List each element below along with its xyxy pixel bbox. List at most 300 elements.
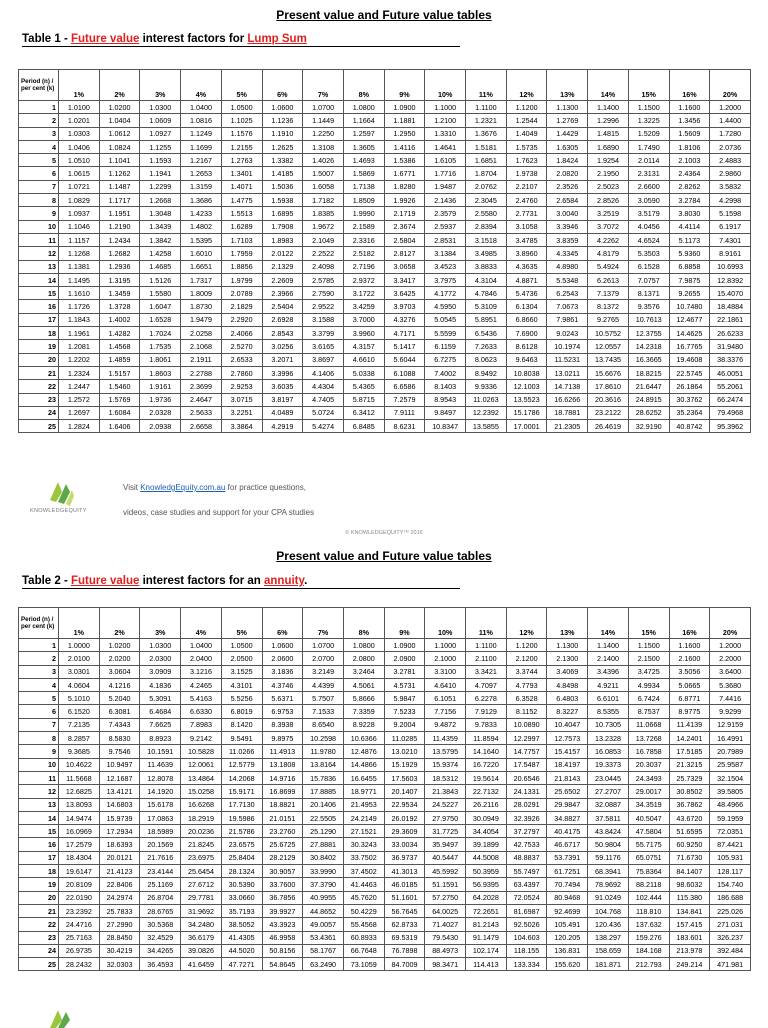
table1-factor-cell: 1.8280 [384,180,425,193]
table1-factor-cell: 22.5745 [669,366,710,379]
table2-factor-cell: 9.3685 [59,745,100,758]
table1-factor-cell: 55.2061 [710,380,751,393]
table2-factor-cell: 37.5811 [588,811,629,824]
table2-factor-cell: 72.2651 [466,904,507,917]
table2-factor-cell: 28.1324 [221,865,262,878]
table1-factor-cell: 15.6676 [588,366,629,379]
table2-period-cell: 20 [19,891,59,904]
table1-rate-header: 6% [262,70,303,101]
table1-factor-cell: 12.2392 [466,406,507,419]
table2-row [19,785,751,798]
table2-factor-cell: 5.5256 [221,692,262,705]
table1-factor-cell: 26.6233 [710,327,751,340]
table2-factor-cell: 3.3744 [506,665,547,678]
table1-factor-cell: 10.6993 [710,260,751,273]
table1-factor-cell: 1.5869 [343,167,384,180]
table1-factor-cell: 1.3159 [181,180,222,193]
table2-factor-cell: 13.4121 [99,785,140,798]
table2-factor-cell: 43.3923 [262,918,303,931]
table2-factor-cell: 2.1200 [506,652,547,665]
table1-factor-cell: 1.1200 [506,101,547,114]
table2-factor-cell: 78.9692 [588,878,629,891]
table1-factor-cell: 1.4002 [99,313,140,326]
table1-factor-cell: 11.0263 [466,393,507,406]
table1-row [19,313,751,326]
table1-factor-cell: 5.4274 [303,420,344,433]
table2-factor-cell: 15.7836 [303,771,344,784]
table1-factor-cell: 5.4365 [343,380,384,393]
table1-factor-cell: 1.7490 [628,140,669,153]
table1-factor-cell: 3.0658 [384,260,425,273]
table2-factor-cell: 32.3926 [506,811,547,824]
table1-factor-cell: 1.4116 [384,140,425,153]
table2-factor-cell: 2.2000 [710,652,751,665]
table2-factor-cell: 271.031 [710,918,751,931]
table2-factor-cell: 25.8404 [221,851,262,864]
table1-factor-cell: 1.5513 [221,207,262,220]
table2-factor-cell: 16.7220 [466,758,507,771]
table1-factor-cell: 6.8858 [669,260,710,273]
table1-factor-cell: 1.9736 [140,393,181,406]
table2-factor-cell: 2.1300 [547,652,588,665]
table2-factor-cell: 225.026 [710,904,751,917]
table1-factor-cell: 2.1436 [425,194,466,207]
table1-factor-cell: 1.5460 [99,380,140,393]
table2-period-cell: 18 [19,865,59,878]
table2-factor-cell: 8.5355 [588,705,629,718]
table1-factor-cell: 4.4114 [669,220,710,233]
table2-factor-cell: 30.3243 [343,838,384,851]
table2-factor-cell: 136.831 [547,944,588,957]
table1-factor-cell: 6.2613 [588,273,629,286]
table1-factor-cell: 1.3382 [262,154,303,167]
table1-factor-cell: 2.1003 [669,154,710,167]
table2-factor-cell: 64.0025 [425,904,466,917]
table1-factor-cell: 1.2324 [59,366,100,379]
table1-factor-cell: 1.9487 [425,180,466,193]
table1-factor-cell: 2.2522 [303,247,344,260]
table2-factor-cell: 12.5779 [221,758,262,771]
table2-factor-cell: 5.1010 [59,692,100,705]
table2-factor-cell: 6.4803 [547,692,588,705]
table2-factor-cell: 3.1525 [221,665,262,678]
table2-factor-cell: 5.0665 [669,678,710,691]
table2-period-cell: 2 [19,652,59,665]
table2-factor-cell: 36.6179 [181,931,222,944]
table2-factor-cell: 28.8450 [99,931,140,944]
table1-factor-cell: 1.0816 [181,114,222,127]
table2-highlight-future-value: Future value [71,575,140,587]
table1-factor-cell: 3.4523 [425,260,466,273]
table1-factor-cell: 1.4049 [506,127,547,140]
table1-factor-cell: 3.3417 [384,273,425,286]
table1-factor-cell: 2.4066 [221,327,262,340]
table2-factor-cell: 36.9737 [384,851,425,864]
table2-factor-cell: 2.0900 [384,652,425,665]
table2-period-cell: 3 [19,665,59,678]
promo-visit-text: Visit [123,483,141,492]
table2-factor-cell: 25.1169 [140,878,181,891]
table1-factor-cell: 2.5023 [588,180,629,193]
table2-factor-cell: 36.7856 [262,891,303,904]
table1-factor-cell: 6.6586 [384,380,425,393]
table2-factor-cell: 17.2579 [59,838,100,851]
table1-factor-cell: 1.7182 [303,194,344,207]
table2-factor-cell: 48.8837 [506,851,547,864]
table1-factor-cell: 5.1417 [384,340,425,353]
table2-factor-cell: 155.620 [547,958,588,971]
table1-row [19,194,751,207]
table1-factor-cell: 1.2081 [59,340,100,353]
table2-factor-cell: 60.9250 [669,838,710,851]
table1-row [19,101,751,114]
table2-factor-cell: 3.3421 [466,665,507,678]
table1-factor-cell: 1.1495 [59,273,100,286]
table1-factor-cell: 1.8009 [181,287,222,300]
table1-period-cell: 7 [19,180,59,193]
table2-factor-cell: 15.6178 [140,798,181,811]
table1-factor-cell: 2.8526 [588,194,629,207]
table1-factor-cell: 1.8983 [262,233,303,246]
table1-period-cell: 23 [19,393,59,406]
table1-period-cell: 13 [19,260,59,273]
table1-factor-cell: 1.7103 [221,233,262,246]
table2-factor-cell: 184.168 [628,944,669,957]
table2-factor-cell: 3.2781 [384,665,425,678]
table2-factor-cell: 44.5020 [221,944,262,957]
table1-factor-cell: 1.6047 [140,300,181,313]
table1-factor-cell: 1.1664 [343,114,384,127]
table1-factor-cell: 5.1598 [710,207,751,220]
table1-factor-cell: 2.8127 [384,247,425,260]
table2-factor-cell: 4.1836 [140,678,181,691]
table1-factor-cell: 1.8424 [547,154,588,167]
table1-factor-cell: 1.2682 [99,247,140,260]
table2-row [19,825,751,838]
table1-factor-cell: 1.0824 [99,140,140,153]
table2-factor-cell: 1.0200 [99,639,140,652]
table2-factor-cell: 72.0351 [710,825,751,838]
table2-factor-cell: 114.413 [466,958,507,971]
table1-factor-cell: 2.2609 [262,273,303,286]
knowledgequity-link[interactable]: KnowledgEquity.com.au [140,483,226,492]
table2-row [19,811,751,824]
table1-factor-cell: 32.9190 [628,420,669,433]
table1-factor-cell: 3.9960 [343,327,384,340]
table1-factor-cell: 1.1576 [221,127,262,140]
table1-factor-cell: 79.4968 [710,406,751,419]
table2-factor-cell: 18.4197 [547,758,588,771]
table2-factor-cell: 11.0668 [628,718,669,731]
table2-factor-cell: 24.5227 [425,798,466,811]
table1-factor-cell: 7.4002 [425,366,466,379]
table2-factor-cell: 14.9716 [262,771,303,784]
table1-factor-cell: 3.8359 [547,233,588,246]
table1-factor-cell: 20.3616 [588,393,629,406]
table2-factor-cell: 24.2149 [343,811,384,824]
table2-factor-cell: 21.4953 [343,798,384,811]
table1-factor-cell: 10.7613 [628,313,669,326]
table2-factor-cell: 21.5786 [221,825,262,838]
table2-factor-cell: 12.6825 [59,785,100,798]
table1-rate-header: 10% [425,70,466,101]
table1-factor-cell: 1.4400 [710,114,751,127]
table1-factor-cell: 1.7908 [262,220,303,233]
table2-factor-cell: 18.4304 [59,851,100,864]
table1-factor-cell: 1.1717 [99,194,140,207]
table1-factor-cell: 1.7317 [181,273,222,286]
table1-factor-cell: 3.1722 [343,287,384,300]
table2-factor-cell: 3.1216 [181,665,222,678]
table2-factor-cell: 6.3081 [99,705,140,718]
table1-period-cell: 25 [19,420,59,433]
table1-row [19,340,751,353]
table2-factor-cell: 3.0909 [140,665,181,678]
table1-future-value-lump-sum [18,69,751,433]
table2-factor-cell: 3.2149 [303,665,344,678]
table1-factor-cell: 3.0256 [262,340,303,353]
table1-factor-cell: 1.1910 [262,127,303,140]
table1-factor-cell: 1.5036 [262,180,303,193]
table2-factor-cell: 8.2857 [59,732,100,745]
table1-factor-cell: 1.2597 [343,127,384,140]
table2-row [19,639,751,652]
table1-factor-cell: 2.6928 [262,313,303,326]
table1-row [19,127,751,140]
table1-factor-cell: 1.1610 [59,287,100,300]
table2-factor-cell: 49.0057 [303,918,344,931]
table2-factor-cell: 6.2278 [466,692,507,705]
table2-factor-cell: 16.0853 [588,745,629,758]
table2-factor-cell: 9.5491 [221,732,262,745]
table1-factor-cell: 1.0200 [99,101,140,114]
table1-factor-cell: 6.8485 [343,420,384,433]
table2-factor-cell: 87.4421 [710,838,751,851]
table1-factor-cell: 2.0258 [181,327,222,340]
table1-factor-cell: 2.6600 [628,180,669,193]
table2-factor-cell: 16.4991 [710,732,751,745]
table2-factor-cell: 158.659 [588,944,629,957]
table1-factor-cell: 1.0510 [59,154,100,167]
table1-factor-cell: 4.3104 [466,273,507,286]
table2-factor-cell: 54.8645 [262,958,303,971]
table1-factor-cell: 5.5348 [547,273,588,286]
table1-factor-cell: 1.3605 [343,140,384,153]
table1-factor-cell: 2.1950 [588,167,629,180]
table1-factor-cell: 3.1518 [466,233,507,246]
table2-period-cell: 1 [19,639,59,652]
table2-factor-cell: 10.1591 [140,745,181,758]
table2-factor-cell: 3.0301 [59,665,100,678]
table2-factor-cell: 8.7537 [628,705,669,718]
table2-factor-cell: 92.4699 [547,904,588,917]
table2-factor-cell: 59.1176 [588,851,629,864]
table2-factor-cell: 51.1591 [425,878,466,891]
table2-factor-cell: 65.0751 [628,851,669,864]
table1-factor-cell: 2.3526 [547,180,588,193]
table2-factor-cell: 88.4973 [425,944,466,957]
table1-factor-cell: 5.9360 [669,247,710,260]
table2-factor-cell: 21.8143 [547,771,588,784]
table2-factor-cell: 8.1152 [506,705,547,718]
table2-row [19,865,751,878]
table2-factor-cell: 46.0185 [384,878,425,891]
table1-rate-header: 2% [99,70,140,101]
table1-rate-header: 11% [466,70,507,101]
table2-factor-cell: 10.7305 [588,718,629,731]
table2-factor-cell: 23.6975 [181,851,222,864]
table1-factor-cell: 2.4647 [181,393,222,406]
table1-factor-cell: 1.6528 [140,313,181,326]
table1-factor-cell: 1.0609 [140,114,181,127]
table2-factor-cell: 98.3471 [425,958,466,971]
table1-factor-cell: 1.1593 [140,154,181,167]
table1-row [19,273,751,286]
table1-factor-cell: 1.0500 [221,101,262,114]
table2-rate-header: 10% [425,608,466,639]
table2-period-cell: 14 [19,811,59,824]
table2-factor-cell: 34.4054 [466,825,507,838]
table1-factor-cell: 2.5270 [221,340,262,353]
table1-factor-cell: 3.2071 [262,353,303,366]
table1-row [19,247,751,260]
table2-factor-cell: 20.1407 [384,785,425,798]
table2-factor-cell: 36.7862 [669,798,710,811]
table2-factor-cell: 20.6546 [506,771,547,784]
table2-factor-cell: 4.0604 [59,678,100,691]
table2-factor-cell: 120.205 [547,931,588,944]
table2-factor-cell: 51.1601 [384,891,425,904]
table2-factor-cell: 1.1300 [547,639,588,652]
table2-factor-cell: 11.4639 [140,758,181,771]
table2-factor-cell: 7.5233 [384,705,425,718]
table1-period-cell: 4 [19,140,59,153]
table2-factor-cell: 16.6268 [181,798,222,811]
table1-factor-cell: 1.0400 [181,101,222,114]
table1-factor-cell: 21.6447 [628,380,669,393]
table2-factor-cell: 27.1521 [343,825,384,838]
table1-factor-cell: 18.7881 [547,406,588,419]
table1-factor-cell: 1.2299 [140,180,181,193]
table2-factor-cell: 25.9587 [710,758,751,771]
table2-factor-cell: 25.6502 [547,785,588,798]
table1-factor-cell: 13.5855 [466,420,507,433]
table2-factor-cell: 23.2392 [59,904,100,917]
table1-factor-cell: 1.0404 [99,114,140,127]
table2-factor-cell: 4.6410 [425,678,466,691]
table1-factor-cell: 7.4301 [710,233,751,246]
table1-highlight-future-value: Future value [71,33,140,45]
table1-factor-cell: 2.5633 [181,406,222,419]
copyright-notice: © KNOWLEDGEQUITY™ 2016 [345,530,423,536]
table1-factor-cell: 1.2100 [425,114,466,127]
table1-factor-cell: 6.1304 [506,300,547,313]
table2-factor-cell: 115.380 [669,891,710,904]
table1-rate-header: 12% [506,70,547,101]
table2-factor-cell: 30.8402 [303,851,344,864]
table2-factor-cell: 3.4725 [628,665,669,678]
table2-factor-cell: 8.9228 [343,718,384,731]
table2-factor-cell: 16.8699 [262,785,303,798]
table1-factor-cell: 1.2653 [181,167,222,180]
table2-period-cell: 24 [19,944,59,957]
table2-factor-cell: 1.0700 [303,639,344,652]
table1-factor-cell: 5.4736 [506,287,547,300]
table1-factor-cell: 8.9161 [710,247,751,260]
table2-suffix: . [304,575,308,587]
table1-factor-cell: 2.3045 [466,194,507,207]
table2-factor-cell: 8.6540 [303,718,344,731]
table2-period-cell: 21 [19,904,59,917]
table2-factor-cell: 1.0800 [343,639,384,652]
table1-factor-cell: 1.3401 [221,167,262,180]
table1-factor-cell: 16.3665 [628,353,669,366]
table1-rate-header: 14% [588,70,629,101]
table1-factor-cell: 1.0721 [59,180,100,193]
table2-factor-cell: 32.4529 [140,931,181,944]
table2-factor-cell: 13.8164 [303,758,344,771]
table1-factor-cell: 2.3131 [628,167,669,180]
table1-period-cell: 6 [19,167,59,180]
table1-factor-cell: 6.5436 [466,327,507,340]
table1-factor-cell: 1.2697 [59,406,100,419]
table1-factor-cell: 22.1861 [710,313,751,326]
table2-factor-cell: 133.334 [506,958,547,971]
table1-period-cell: 9 [19,207,59,220]
table2-factor-cell: 63.4397 [506,878,547,891]
table2-factor-cell: 48.4966 [710,798,751,811]
table1-factor-cell: 1.1951 [99,207,140,220]
table1-factor-cell: 9.3576 [628,300,669,313]
table1-factor-cell: 1.5938 [262,194,303,207]
table1-factor-cell: 1.2572 [59,393,100,406]
table2-factor-cell: 128.117 [710,865,751,878]
table2-factor-cell: 1.0000 [59,639,100,652]
table2-factor-cell: 4.5731 [384,678,425,691]
table1-factor-cell: 1.1400 [588,101,629,114]
table1-factor-cell: 4.5950 [425,300,466,313]
table1-factor-cell: 4.6524 [628,233,669,246]
table2-factor-cell: 39.1899 [466,838,507,851]
table2-factor-cell: 47.7271 [221,958,262,971]
table1-factor-cell: 1.3439 [140,220,181,233]
table2-factor-cell: 6.6101 [588,692,629,705]
table2-factor-cell: 14.2068 [221,771,262,784]
table1-factor-cell: 8.6128 [506,340,547,353]
table1-factor-cell: 2.5182 [343,247,384,260]
table2-rate-header: 6% [262,608,303,639]
table1-period-cell: 14 [19,273,59,286]
table1-factor-cell: 2.9372 [343,273,384,286]
table1-factor-cell: 1.4775 [221,194,262,207]
table2-factor-cell: 50.3959 [466,865,507,878]
table2-factor-cell: 10.4622 [59,758,100,771]
table1-factor-cell: 1.5609 [669,127,710,140]
table2-factor-cell: 10.4047 [547,718,588,731]
table2-period-cell: 17 [19,851,59,864]
table1-factor-cell: 4.1406 [303,366,344,379]
table1-factor-cell: 1.0300 [140,101,181,114]
table2-factor-cell: 27.9750 [425,811,466,824]
table1-factor-cell: 4.7846 [466,287,507,300]
table1-factor-cell: 3.7975 [425,273,466,286]
table2-factor-cell: 62.8733 [384,918,425,931]
table1-factor-cell: 1.4641 [425,140,466,153]
table2-factor-cell: 2.1000 [425,652,466,665]
table2-factor-cell: 5.8666 [343,692,384,705]
table2-factor-cell: 19.5986 [221,811,262,824]
table1-factor-cell: 1.7280 [710,127,751,140]
